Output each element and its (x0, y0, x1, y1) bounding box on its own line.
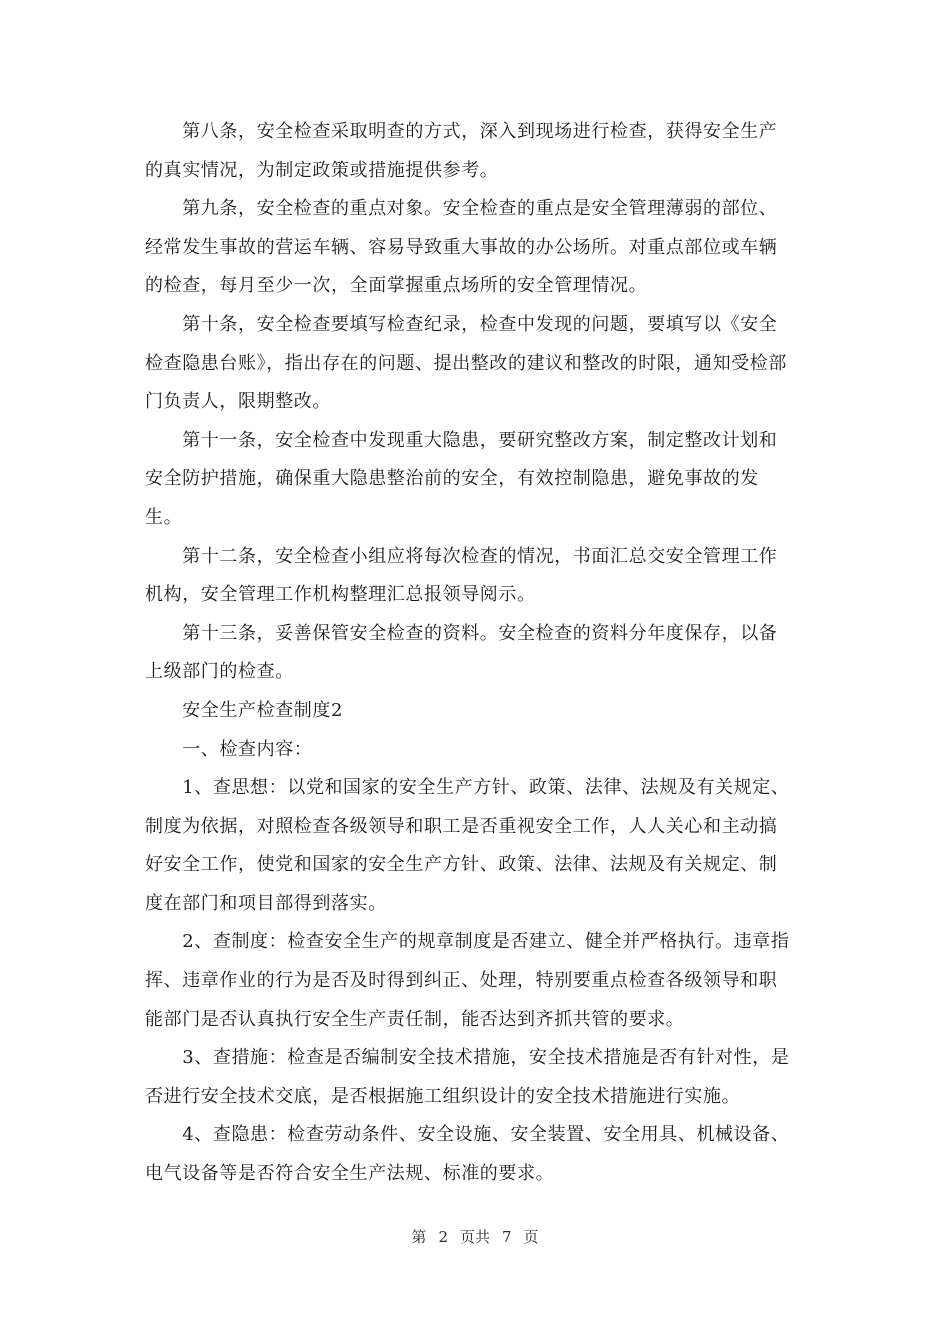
paragraph (145, 1039, 810, 1116)
paragraph (145, 190, 810, 306)
text-line: 电气设备等是否符合安全生产法规、标准的要求。 (145, 1163, 555, 1185)
subsection-heading (145, 731, 810, 770)
total-page-count: 7 (502, 1228, 512, 1246)
text-line: 度在部门和项目部得到落实。 (145, 892, 387, 914)
text-line: 上级部门的检查。 (145, 661, 294, 683)
section-heading (145, 692, 810, 731)
text-line: 生。 (145, 506, 183, 528)
current-page-number: 2 (438, 1228, 448, 1246)
paragraph (145, 769, 810, 923)
text-line: 检查隐患台账》，指出存在的问题、提出整改的建议和整改的时限，通知受检部 (145, 352, 787, 374)
text-line: 第十三条，妥善保管安全检查的资料。安全检查的资料分年度保存，以备 (145, 622, 778, 644)
text-line: 4、查隐患：检查劳动条件、安全设施、安全装置、安全用具、机械设备、 (145, 1124, 790, 1146)
paragraph (145, 422, 810, 538)
text-line: 第十二条，安全检查小组应将每次检查的情况，书面汇总交安全管理工作 (145, 545, 778, 567)
paragraph (145, 923, 810, 1039)
text-line: 第十一条，安全检查中发现重大隐患，要研究整改方案，制定整改计划和 (145, 429, 778, 451)
document-body (145, 113, 810, 1194)
text-line: 2、查制度：检查安全生产的规章制度是否建立、健全并严格执行。违章指 (145, 931, 790, 953)
text-line: 经常发生事故的营运车辆、容易导致重大事故的办公场所。对重点部位或车辆 (145, 236, 778, 258)
text-line: 一、检查内容： (145, 738, 313, 760)
text-line: 门负责人，限期整改。 (145, 391, 331, 413)
paragraph (145, 615, 810, 692)
page-footer (0, 1226, 950, 1247)
page-number-suffix: 页 (523, 1228, 539, 1246)
page-number-middle: 页共 (459, 1228, 490, 1246)
paragraph (145, 113, 810, 190)
text-line: 制度为依据，对照检查各级领导和职工是否重视安全工作，人人关心和主动搞 (145, 815, 778, 837)
text-line: 安全生产检查制度2 (145, 699, 344, 721)
text-line: 3、查措施：检查是否编制安全技术措施，安全技术措施是否有针对性，是 (145, 1047, 790, 1069)
paragraph (145, 1116, 810, 1193)
text-line: 否进行安全技术交底，是否根据施工组织设计的安全技术措施进行实施。 (145, 1085, 741, 1107)
text-line: 安全防护措施，确保重大隐患整治前的安全，有效控制隐患，避免事故的发 (145, 468, 759, 490)
text-line: 第八条，安全检查采取明查的方式，深入到现场进行检查，获得安全生产 (145, 121, 778, 142)
page-number-prefix: 第 (411, 1228, 427, 1246)
text-line: 第十条，安全检查要填写检查纪录，检查中发现的问题，要填写以《安全 (145, 313, 778, 335)
paragraph (145, 538, 810, 615)
text-line: 机构，安全管理工作机构整理汇总报领导阅示。 (145, 584, 536, 606)
text-line: 的检查，每月至少一次，全面掌握重点场所的安全管理情况。 (145, 275, 648, 297)
text-line: 好安全工作，使党和国家的安全生产方针、政策、法律、法规及有关规定、制 (145, 854, 778, 876)
text-line: 第九条，安全检查的重点对象。安全检查的重点是安全管理薄弱的部位、 (145, 198, 778, 220)
text-line: 1、查思想：以党和国家的安全生产方针、政策、法律、法规及有关规定、 (145, 777, 790, 799)
text-line: 挥、违章作业的行为是否及时得到纠正、处理，特别要重点检查各级领导和职 (145, 970, 778, 992)
paragraph (145, 306, 810, 422)
text-line: 的真实情况，为制定政策或措施提供参考。 (145, 159, 499, 181)
text-line: 能部门是否认真执行安全生产责任制，能否达到齐抓共管的要求。 (145, 1008, 685, 1030)
